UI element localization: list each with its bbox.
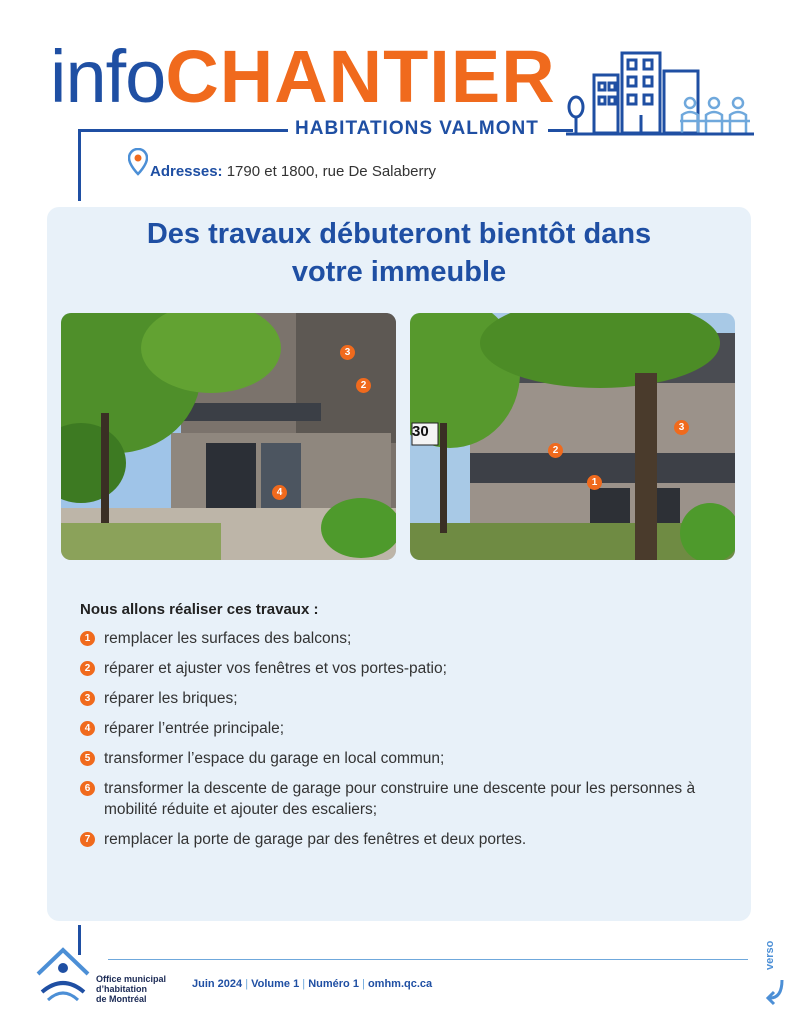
item-number: 5 <box>80 751 95 766</box>
photo-marker: 2 <box>356 375 371 393</box>
org-line: de Montréal <box>96 994 147 1004</box>
building-photo-facade <box>410 313 735 560</box>
list-item <box>80 778 740 820</box>
verso-label: verso <box>764 940 776 970</box>
list-item <box>80 829 740 850</box>
issue-info: Juin 2024 | Volume 1 | Numéro 1 | omhm.qc.ca <box>192 978 433 990</box>
works-list <box>80 628 740 859</box>
item-text: transformer la descente de garage pour construire une descente pour les personnes à mobilité réduite et ajouter des escaliers; <box>104 780 696 818</box>
org-name <box>96 974 176 1004</box>
item-text: réparer l’entrée principale; <box>104 720 285 737</box>
headline-line2: votre immeuble <box>291 256 507 288</box>
title-chantier: CHANTIER <box>165 35 556 118</box>
item-text: remplacer les surfaces des balcons; <box>104 630 352 647</box>
footer-rule <box>108 959 748 960</box>
item-number: 1 <box>80 631 95 646</box>
location-pin-icon <box>128 148 148 176</box>
item-text: transformer l’espace du garage en local commun; <box>104 750 445 767</box>
photo-marker: 4 <box>272 482 287 500</box>
issue-volume: Volume 1 <box>251 978 300 990</box>
photo-marker: 1 <box>587 472 602 490</box>
issue-number: Numéro 1 <box>308 978 359 990</box>
item-number: 7 <box>80 832 95 847</box>
item-text: remplacer la porte de garage par des fenêtres et deux portes. <box>104 831 527 848</box>
issue-date: Juin 2024 <box>192 978 243 990</box>
item-number: 6 <box>80 781 95 796</box>
photo-marker: 2 <box>548 440 563 458</box>
photo-marker: 3 <box>674 417 689 435</box>
website-link[interactable]: omhm.qc.ca <box>367 978 433 990</box>
address-label: Adresses: <box>150 163 223 180</box>
item-number: 4 <box>80 721 95 736</box>
title-info: info <box>50 35 166 118</box>
item-number: 3 <box>80 691 95 706</box>
item-text: réparer et ajuster vos fenêtres et vos portes-patio; <box>104 660 447 677</box>
header-rule <box>78 129 288 132</box>
org-line: Office municipal <box>96 974 167 984</box>
item-number: 2 <box>80 661 95 676</box>
address-line <box>150 163 436 180</box>
buildings-people-icon <box>566 45 756 137</box>
speed-sign-text: 30 <box>412 423 429 440</box>
list-item <box>80 628 740 649</box>
list-item <box>80 718 740 739</box>
masthead-title <box>50 35 556 118</box>
item-text: réparer les briques; <box>104 690 238 707</box>
headline-line1: Des travaux débuteront bientôt dans <box>146 218 652 250</box>
works-intro: Nous allons réaliser ces travaux : <box>80 601 319 618</box>
header-vertical-rule <box>78 129 81 201</box>
address-value: 1790 et 1800, rue De Salaberry <box>222 163 437 180</box>
list-item <box>80 748 740 769</box>
list-item <box>80 688 740 709</box>
turn-page-arrow-icon <box>762 978 788 1006</box>
verso-indicator[interactable] <box>762 940 790 1008</box>
header-rule-right <box>548 129 573 132</box>
project-name: HABITATIONS VALMONT <box>295 118 539 139</box>
headline <box>47 215 751 291</box>
list-item <box>80 658 740 679</box>
org-line: d’habitation <box>96 984 147 994</box>
photo-marker: 3 <box>340 342 355 360</box>
omhm-logo-icon <box>34 944 92 1004</box>
